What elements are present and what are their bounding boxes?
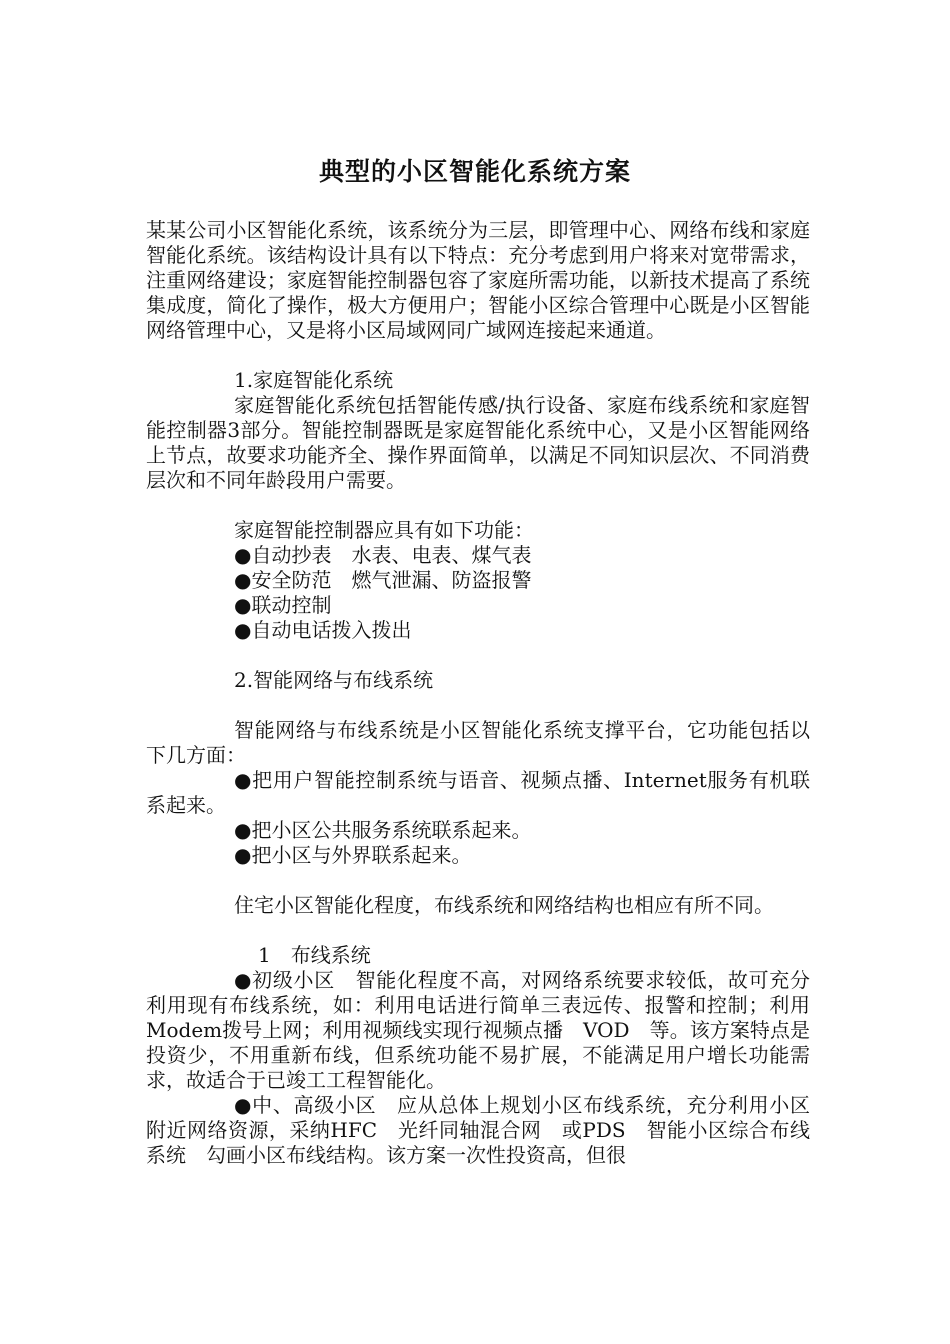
section2-bullet: ●把用户智能控制系统与语音、视频点播、Internet服务有机联系起来。 [146,768,810,817]
spacer [146,693,810,718]
document-title: 典型的小区智能化系统方案 [318,157,631,186]
wiring-bullet: ●初级小区 智能化程度不高，对网络系统要求较低，故可充分利用现有布线系统，如：利用电话进行简单三表远传、报警和控制；利用Modem拨号上网；利用视频线实现行视频点播 VOD 等。该方案特点是投资少，不用重新布线，但系统功能不易扩展，不能满足用户增长功能需求，故适合于已竣工工程智能化。 [146,968,810,1092]
section2-bullet: ●把小区与外界联系起来。 [234,843,472,867]
section2-paragraph-2: 住宅小区智能化程度，布线系统和网络结构也相应有所不同。 [234,893,774,917]
function-item: ●自动电话拨入拨出 [234,618,412,642]
section2-heading: 2.智能网络与布线系统 [234,668,434,692]
spacer [146,343,810,368]
section1-paragraph: 家庭智能化系统包括智能传感/执行设备、家庭布线系统和家庭智能控制器3部分。智能控制器既是家庭智能化系统中心，又是小区智能网络上节点，故要求功能齐全、操作界面简单，以满足不同知识层次、不同消费层次和不同年龄段用户需要。 [146,393,810,492]
spacer [146,918,810,943]
function-item: ●自动抄表 水表、电表、煤气表 [234,543,532,567]
function-item: ●联动控制 [234,593,332,617]
intro-paragraph: 某某公司小区智能化系统，该系统分为三层，即管理中心、网络布线和家庭智能化系统。该结构设计具有以下特点：充分考虑到用户将来对宽带需求，注重网络建设；家庭智能控制器包容了家庭所需功能，以新技术提高了系统集成度，简化了操作，极大方便用户；智能小区综合管理中心既是小区智能网络管理中心，又是将小区局域网同广域网连接起来通道。 [146,218,810,342]
spacer [146,643,810,668]
function-item: ●安全防范 燃气泄漏、防盗报警 [234,568,532,592]
spacer [146,868,810,893]
spacer [146,493,810,518]
section2-bullet: ●把小区公共服务系统联系起来。 [234,818,532,842]
wiring-bullet: ●中、高级小区 应从总体上规划小区布线系统，充分利用小区附近网络资源，采纳HFC 光纤同轴混合网 或PDS 智能小区综合布线系统 勾画小区布线结构。该方案一次性投资高，但很 [146,1093,810,1167]
section1-heading: 1.家庭智能化系统 [234,368,394,392]
section2-paragraph: 智能网络与布线系统是小区智能化系统支撑平台，它功能包括以下几方面： [146,718,810,767]
document-body [146,218,810,1168]
functions-intro: 家庭智能控制器应具有如下功能： [234,518,534,542]
wiring-subheading: 1 布线系统 [258,943,371,967]
